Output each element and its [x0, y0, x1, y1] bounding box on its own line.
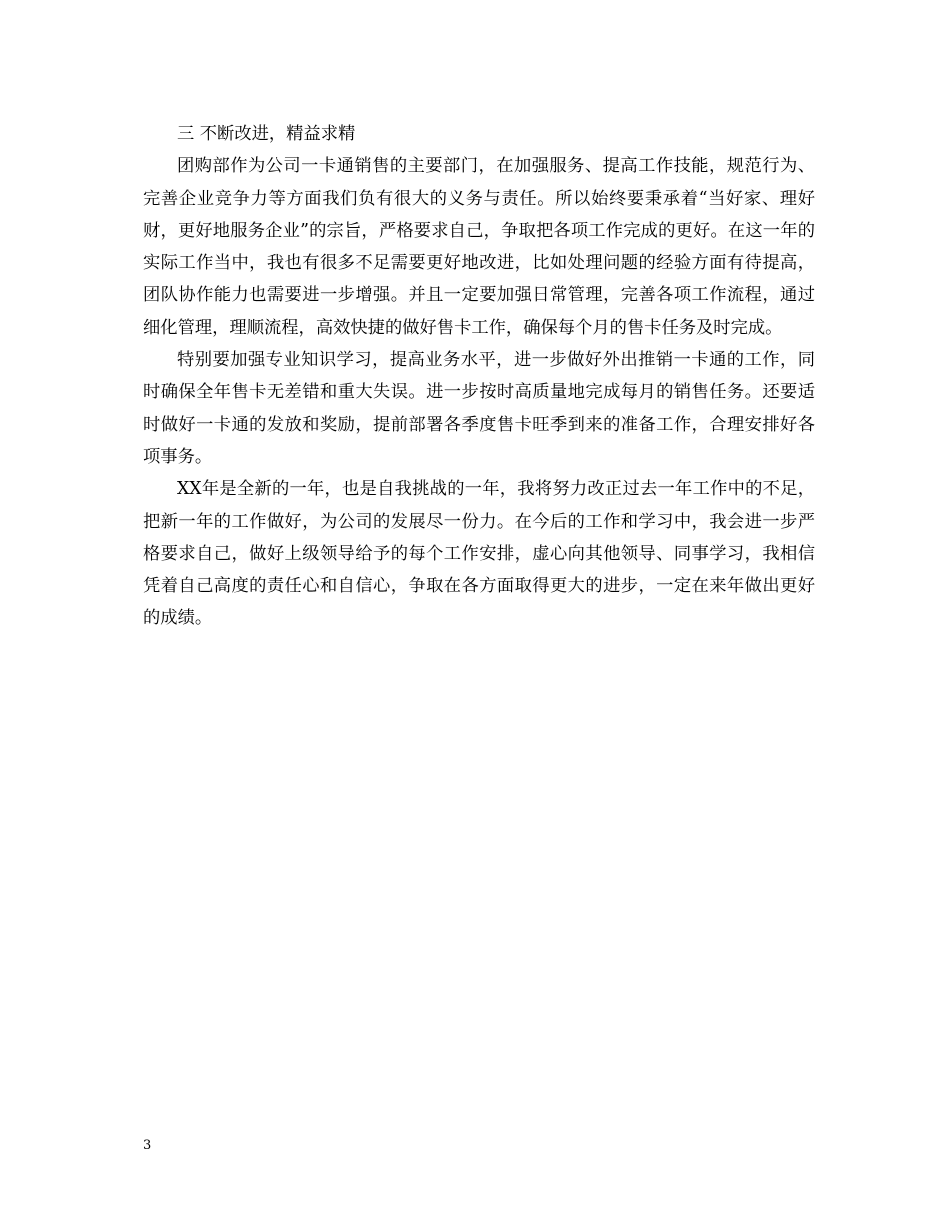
document-body	[143, 118, 815, 635]
paragraph-professional-study: 特别要加强专业知识学习，提高业务水平，进一步做好外出推销一卡通的工作，同时确保全年售卡无差错和重大失误。进一步按时高质量地完成每月的销售任务。还要适时做好一卡通的发放和奖励，提前部署各季度售卡旺季到来的准备工作，合理安排好各项事务。	[143, 350, 815, 467]
page-number: 3	[143, 1138, 152, 1153]
paragraph-service-improvement: 团购部作为公司一卡通销售的主要部门，在加强服务、提高工作技能，规范行为、完善企业竞争力等方面我们负有很大的义务与责任。所以始终要秉承着“当好家、理好财，更好地服务企业”的宗旨，严格要求自己，争取把各项工作完成的更好。在这一年的实际工作当中，我也有很多不足需要更好地改进，比如处理问题的经验方面有待提高，团队协作能力也需要进一步增强。并且一定要加强日常管理，完善各项工作流程，通过细化管理，理顺流程，高效快捷的做好售卡工作，确保每个月的售卡任务及时完成。	[143, 156, 815, 338]
paragraph-new-year-plan: XX年是全新的一年，也是自我挑战的一年，我将努力改正过去一年工作中的不足，把新一年的工作做好，为公司的发展尽一份力。在今后的工作和学习中，我会进一步严格要求自己，做好上级领导给予的每个工作安排，虚心向其他领导、同事学习，我相信凭着自己高度的责任心和自信心，争取在各方面取得更大的进步，一定在来年做出更好的成绩。	[143, 479, 815, 629]
section-heading: 三 不断改进，精益求精	[177, 124, 356, 144]
